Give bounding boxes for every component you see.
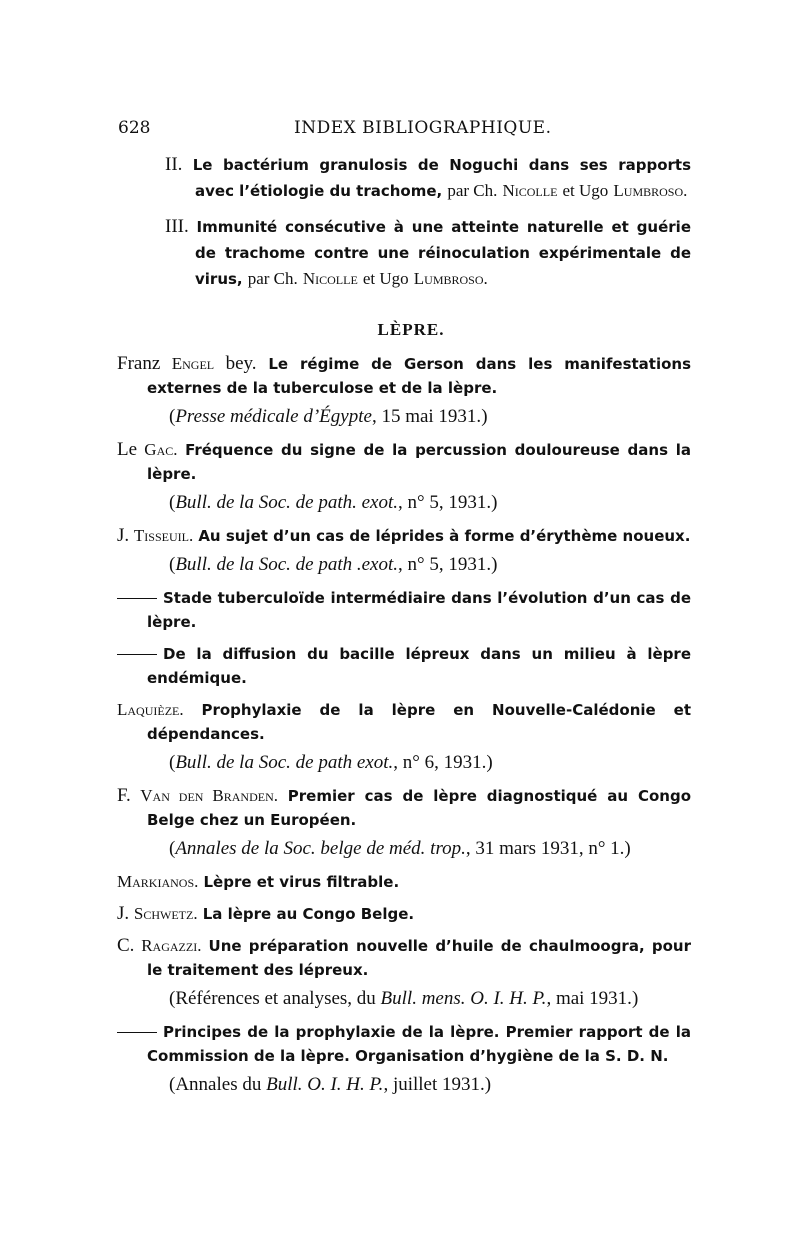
entry-title: Lèpre et virus filtrable. <box>203 873 400 891</box>
entry-title: Une préparation nouvelle d’huile de chaulmoogra, pour le traitement des lépreux. <box>147 937 691 979</box>
source-journal: Bull. mens. O. I. H. P. <box>380 988 547 1009</box>
author-name: Engel <box>171 354 215 373</box>
entry-title: De la diffusion du bacille lépreux dans un milieu à lèpre endémique. <box>147 645 691 687</box>
bib-entry <box>117 934 691 982</box>
header-title: INDEX BIBLIOGRAPHIQUE. <box>294 118 552 138</box>
source-detail: , 15 mai 1931. <box>371 406 482 427</box>
ditto-dash <box>117 654 157 655</box>
item-mid: et Ugo <box>362 269 409 288</box>
entry-author <box>117 935 201 956</box>
author-name: Markianos. <box>117 872 199 891</box>
source-detail: , mai 1931. <box>546 988 632 1009</box>
author-first: Franz <box>117 353 161 374</box>
item-title: Immunité consécutive à une atteinte naturelle et guérie de trachome contre une réinoculation expérimentale de virus, <box>195 218 692 288</box>
item-by: par Ch. <box>247 269 298 288</box>
item-author: Nicolle <box>502 181 558 200</box>
section-title: LÈPRE. <box>377 320 445 339</box>
source-detail: , n° 5, 1931. <box>398 554 492 575</box>
source-prefix: Annales du <box>175 1074 267 1095</box>
entry-author <box>117 353 257 374</box>
entry-source: (Presse médicale d’Égypte, 15 mai 1931.) <box>169 406 488 427</box>
author-first: Le <box>117 439 138 460</box>
source-detail: , n° 5, 1931. <box>398 492 492 513</box>
item-author: Lumbroso. <box>413 269 488 288</box>
entries <box>117 152 691 1098</box>
author-name: Laquièze. <box>117 700 184 719</box>
bib-entry <box>117 698 691 746</box>
entry-source: (Références et analyses, du Bull. mens. O. I. H. P., mai 1931.) <box>169 988 639 1009</box>
entry-source: (Bull. de la Soc. de path exot., n° 6, 1931.) <box>169 752 493 773</box>
source-detail: , n° 6, 1931. <box>393 752 487 773</box>
entry-title: La lèpre au Congo Belge. <box>202 905 415 923</box>
entry-author <box>117 903 198 924</box>
bib-entry <box>117 438 691 486</box>
entry-author <box>117 699 184 720</box>
entry-source: (Bull. de la Soc. de path. exot., n° 5, 1931.) <box>169 492 498 513</box>
bib-entry <box>117 352 691 400</box>
page-number: 628 <box>118 118 151 138</box>
author-first: F. <box>117 785 131 806</box>
entry-source: (Annales du Bull. O. I. H. P., juillet 1931.) <box>169 1074 492 1095</box>
item-by: par Ch. <box>447 181 498 200</box>
entry-title: Le régime de Gerson dans les manifestations externes de la tuberculose et de la lèpre. <box>147 355 692 397</box>
entry-author <box>117 525 193 546</box>
ditto-dash <box>117 1032 157 1033</box>
author-name: Ragazzi. <box>141 936 202 955</box>
bib-entry <box>117 784 691 832</box>
source-journal: Bull. O. I. H. P. <box>266 1074 384 1095</box>
item-author: Lumbroso. <box>613 181 688 200</box>
item-number: III. <box>165 216 189 237</box>
author-name: Van den Branden. <box>140 786 278 805</box>
item-author: Nicolle <box>302 269 358 288</box>
author-first: J. <box>117 525 130 546</box>
source-journal: Bull. de la Soc. de path. exot. <box>175 492 398 513</box>
entry-source: (Annales de la Soc. belge de méd. trop., 31 mars 1931, n° 1.) <box>169 838 631 859</box>
item-mid: et Ugo <box>562 181 609 200</box>
source-journal: Bull. de la Soc. de path exot. <box>175 752 394 773</box>
author-first: C. <box>117 935 135 956</box>
author-name: Schwetz. <box>133 904 198 923</box>
running-head <box>118 118 688 144</box>
bib-entry <box>117 870 691 894</box>
bib-entry <box>117 642 691 690</box>
author-rest: bey. <box>225 353 257 374</box>
bib-entry <box>117 524 691 548</box>
source-journal: Bull. de la Soc. de path .exot. <box>175 554 398 575</box>
entry-title: Prophylaxie de la lèpre en Nouvelle-Calédonie et dépendances. <box>147 701 691 743</box>
source-journal: Annales de la Soc. belge de méd. trop. <box>175 838 466 859</box>
author-name: Gac. <box>144 440 178 459</box>
ditto-dash <box>117 598 157 599</box>
entry-author <box>117 439 178 460</box>
item-title: Le bactérium granulosis de Noguchi dans ses rapports avec l’étiologie du trachome, <box>192 156 691 200</box>
bib-entry <box>117 586 691 634</box>
numbered-item-2 <box>117 152 691 204</box>
numbered-item-3 <box>117 214 691 292</box>
entry-title: Au sujet d’un cas de léprides à forme d’érythème noueux. <box>198 527 691 545</box>
entry-title: Stade tuberculoïde intermédiaire dans l’évolution d’un cas de lèpre. <box>147 589 691 631</box>
author-name: Tisseuil. <box>133 526 194 545</box>
bib-entry <box>117 1020 691 1068</box>
bib-entry <box>117 902 691 926</box>
entry-title: Premier cas de lèpre diagnostiqué au Congo Belge chez un Européen. <box>147 787 692 829</box>
entry-author <box>117 871 198 892</box>
entry-author <box>117 785 278 806</box>
source-prefix: Références et analyses, du <box>175 988 381 1009</box>
source-journal: Presse médicale d’Égypte <box>175 406 372 427</box>
entry-title: Principes de la prophylaxie de la lèpre. Premier rapport de la Commission de la lèpre. Organisation d’hygiène de la S. D. N. <box>147 1023 691 1065</box>
source-detail: , 31 mars 1931, n° 1. <box>465 838 625 859</box>
item-number: II. <box>165 154 183 175</box>
entry-source: (Bull. de la Soc. de path .exot., n° 5, 1931.) <box>169 554 498 575</box>
author-first: J. <box>117 903 130 924</box>
entry-title: Fréquence du signe de la percussion douloureuse dans la lèpre. <box>147 441 691 483</box>
source-detail: , juillet 1931. <box>383 1074 485 1095</box>
